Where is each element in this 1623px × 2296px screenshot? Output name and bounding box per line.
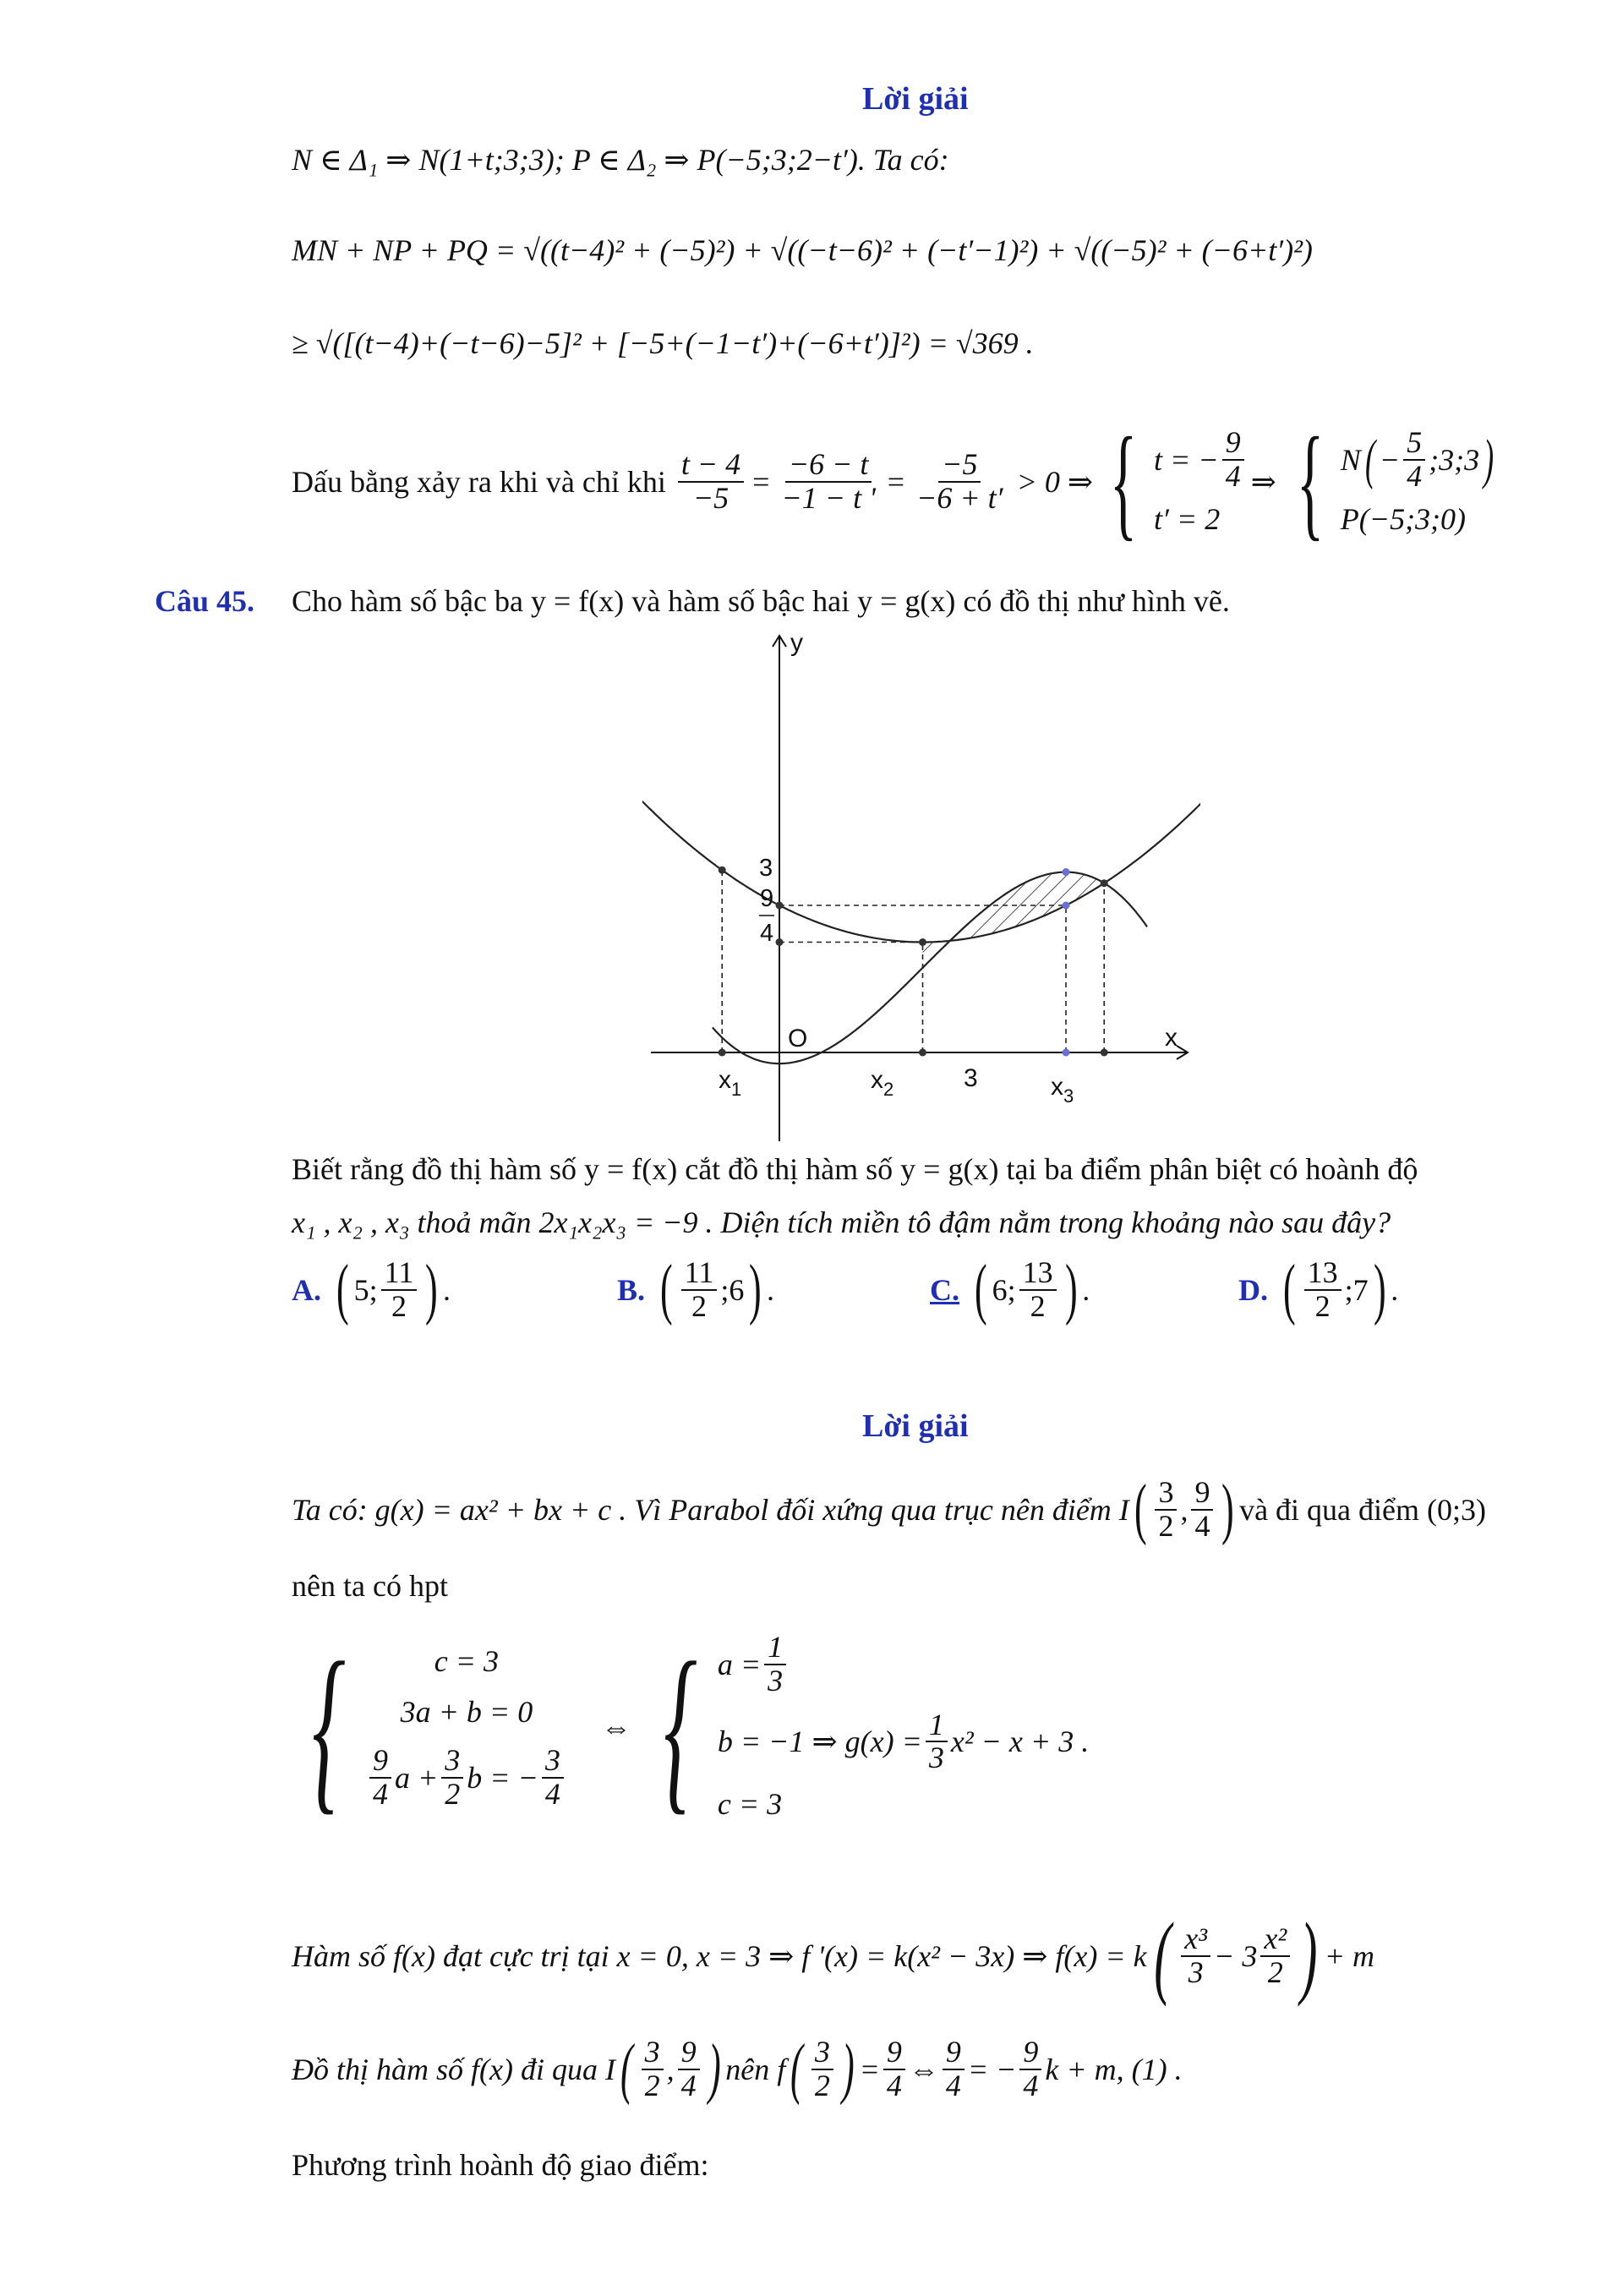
option-num: 11	[681, 1257, 718, 1291]
pass-equiv: ⇔	[908, 2052, 939, 2086]
y-axis-label: y	[790, 629, 803, 657]
sys-a-line-3	[366, 1742, 567, 1811]
x1-name: x	[719, 1066, 731, 1094]
ta-co-suffix: và đi qua điểm (0;3)	[1239, 1492, 1486, 1527]
graph-point	[776, 902, 784, 910]
origin-label: O	[788, 1025, 808, 1052]
point-p: P(−5;3;0)	[1340, 501, 1467, 536]
frac-den: 4	[945, 2068, 961, 2102]
frac-den: 4	[1023, 2068, 1039, 2102]
tick-label-9: 9	[760, 885, 774, 912]
t-prime-value: t′ = 2	[1154, 501, 1221, 536]
frac-num: 3	[441, 1745, 463, 1779]
system-brace: {	[312, 1623, 346, 1830]
solution2-ta-co: Ta có: g(x) = ax² + bx + c . Vì Parabol đối xứng qua trục nên điểm I ( $\frac{3}{2}$ , $\frac{9}{4}$ ) và đi qua điểm (0;3)	[292, 1472, 1486, 1546]
point-n: N ( − $\frac{5}{4}$ ;3;3 )	[1340, 425, 1495, 493]
fx-post: + m	[1324, 1938, 1375, 1973]
graph-point	[719, 866, 726, 874]
frac-den: 2	[814, 2068, 830, 2102]
tick-label-3: 3	[759, 855, 773, 882]
system-brace: {	[1296, 412, 1324, 552]
x2-name: x	[871, 1066, 883, 1094]
ratio-2-den: −1 − t '	[781, 481, 876, 515]
parabola-curve-g	[642, 626, 1200, 943]
point-n-sign: −	[1379, 443, 1401, 477]
option-num: 13	[1304, 1257, 1342, 1291]
x3-name: x	[1051, 1073, 1063, 1101]
pass-eq1: =	[859, 2052, 880, 2086]
x2-sub: 2	[883, 1079, 894, 1100]
option-post: ;6	[720, 1272, 745, 1307]
sys-b-post: x² − x + 3 .	[950, 1725, 1090, 1759]
answer-options	[292, 1251, 1560, 1344]
option-den: 2	[1314, 1288, 1331, 1323]
solution-heading-2: Lời giải	[862, 1408, 969, 1444]
equiv-sign: ⇔	[600, 1709, 631, 1744]
ratio-2-num: −6 − t	[785, 449, 872, 483]
solution1-line3: ≥ √([(t−4)+(−t−6)−5]² + [−5+(−1−t′)+(−6+t′)]²) = √369 .	[292, 326, 1034, 360]
frac-den: 2	[1267, 1954, 1283, 1989]
system-a	[366, 1643, 567, 1811]
pass-eq2: = −	[967, 2052, 1017, 2086]
I-num-1: 3	[1155, 1477, 1177, 1511]
ratio-1	[678, 449, 744, 515]
equation-system	[292, 1623, 1090, 1830]
sys-a-end: b = −	[467, 1760, 538, 1795]
graph-point	[1101, 879, 1108, 887]
frac-den: 3	[1188, 1954, 1204, 1989]
I-num-2: 9	[1191, 1477, 1213, 1511]
frac-num: 3	[642, 2036, 664, 2070]
ratio-1-den: −5	[692, 481, 730, 515]
pass-pre: Đồ thị hàm số f(x) đi qua I	[292, 2052, 615, 2086]
frac-num: 3	[812, 2036, 833, 2070]
frac-den: 4	[544, 1776, 560, 1811]
I-den-2: 4	[1194, 1508, 1210, 1543]
shaded-region	[923, 872, 1105, 968]
frac-den: 2	[644, 2068, 660, 2102]
t-value-prefix: t = −	[1154, 443, 1219, 477]
frac-num: 9	[678, 2036, 700, 2070]
x3-sub: 3	[1063, 1085, 1074, 1107]
option-den: 2	[391, 1288, 407, 1323]
frac-num: 1	[764, 1632, 786, 1665]
graph-point	[719, 1049, 726, 1057]
graph-point	[919, 1049, 926, 1057]
sys-a-line-2: 3a + b = 0	[400, 1694, 533, 1729]
function-graph	[642, 626, 1200, 1150]
question-text: Cho hàm số bậc ba y = f(x) và hàm số bậc hai y = g(x) có đồ thị như hình vẽ.	[292, 584, 1230, 618]
equals-sign: =	[887, 465, 905, 499]
x2-label	[871, 1066, 893, 1100]
option-pre: 6;	[992, 1272, 1016, 1307]
cubic-curve-f	[713, 872, 1147, 1064]
pass-through-line: Đồ thị hàm số f(x) đi qua I ( $\frac{3}{2}$ , $\frac{9}{4}$ ) nên f ( $\frac{3}{2}$ ) = $\frac{9}{4}$ ⇔ $\frac{9}{4}$ = − $\frac{9}{4}$ k + m, (1) .	[292, 2031, 1183, 2106]
frac-den: 4	[886, 2068, 902, 2102]
frac-den: 4	[372, 1776, 388, 1811]
option-label: A.	[292, 1272, 321, 1307]
intersection-equation-text: Phương trình hoành độ giao điểm:	[292, 2148, 709, 2182]
t-value-num: 9	[1222, 427, 1244, 461]
frac-num: 9	[1019, 2036, 1041, 2070]
solution1-line2: MN + NP + PQ = √((t−4)² + (−5)²) + √((−t−6)² + (−t′−1)²) + √((−5)² + (−6+t′)²)	[292, 233, 1313, 267]
frac-den: 4	[680, 2068, 697, 2102]
point-n-name: N	[1340, 443, 1361, 477]
graph-point	[919, 938, 926, 946]
question-paragraph-1: Biết rằng đồ thị hàm số y = f(x) cắt đồ thị hàm số y = g(x) tại ba điểm phân biệt có hoành độ	[292, 1152, 1418, 1186]
ratio-2	[778, 449, 878, 515]
option-num: 11	[381, 1257, 418, 1291]
fx-derivation: Hàm số f(x) đạt cực trị tại x = 0, x = 3 ⇒ f '(x) = k(x² − 3x) ⇒ f(x) = k ( $\frac{\text{x³}}{3}$ − 3 $\frac{\text{x²}}{2}$ ) + m	[292, 1904, 1375, 2007]
ratio-3-den: −6 + t′	[916, 481, 1003, 515]
point-n-post: ;3;3	[1429, 443, 1480, 477]
sys-b-a: a =	[717, 1647, 762, 1681]
frac-num: 9	[943, 2036, 965, 2070]
system-b	[718, 1632, 1089, 1822]
question-label: Câu 45.	[155, 584, 255, 618]
t-value	[1154, 427, 1248, 493]
option-a[interactable]: A. ( 5; $\frac{11}{2}$ ) .	[292, 1252, 451, 1326]
ratio-3-num: −5	[938, 449, 981, 483]
option-label: C.	[930, 1272, 959, 1307]
sys-b-line-3: c = 3	[717, 1787, 783, 1822]
system-brace: {	[1109, 412, 1138, 552]
x3-label	[1051, 1073, 1074, 1107]
graph-point	[1063, 1049, 1070, 1057]
I-den-1: 2	[1158, 1508, 1174, 1543]
fx-mid: − 3	[1214, 1938, 1258, 1973]
option-b[interactable]: B. ( $\frac{11}{2}$ ;6 ) .	[617, 1252, 774, 1326]
question-paragraph-2: x₁ , x₂ , x₃ thoả mãn 2x₁x₂x₃ = −9 . Diện tích miền tô đậm nằm trong khoảng nào sau đây?	[292, 1205, 1391, 1239]
system-brace: {	[664, 1623, 697, 1830]
option-d[interactable]: D. ( $\frac{13}{2}$ ;7 ) .	[1238, 1252, 1399, 1326]
sys-a-mid: a +	[394, 1760, 439, 1795]
option-num: 13	[1019, 1257, 1057, 1291]
hpt-text: nên ta có hpt	[292, 1569, 448, 1603]
sys-b-line-1	[718, 1632, 1089, 1697]
ta-co-text: Ta có: g(x) = ax² + bx + c . Vì Parabol đối xứng qua trục nên điểm I	[292, 1492, 1129, 1527]
frac-den: 3	[768, 1663, 784, 1697]
frac-num: 1	[926, 1709, 948, 1743]
tick-label-x3-value: 3	[964, 1064, 978, 1092]
option-den: 2	[1030, 1288, 1046, 1323]
option-post: ;7	[1344, 1272, 1369, 1307]
sys-b-b: b = −1 ⇒ g(x) =	[717, 1725, 922, 1759]
equality-condition-text: Dấu bằng xảy ra khi và chỉ khi	[292, 465, 666, 499]
frac-den: 3	[928, 1741, 944, 1775]
sys-b-line-2	[718, 1709, 1089, 1775]
option-label: B.	[617, 1272, 646, 1307]
frac-num: x²	[1260, 1923, 1290, 1957]
option-c[interactable]: C. ( 6; $\frac{13}{2}$ ) .	[930, 1252, 1090, 1326]
graph-point	[776, 938, 784, 946]
option-pre: 5;	[353, 1272, 378, 1307]
ratio-3	[913, 449, 1006, 515]
fx-pre: Hàm số f(x) đạt cực trị tại x = 0, x = 3 ⇒ f '(x) = k(x² − 3x) ⇒ f(x) = k	[292, 1938, 1147, 1973]
equals-sign: =	[752, 465, 770, 499]
solution1-line1: N ∈ Δ₁ ⇒ N(1+t;3;3); P ∈ Δ₂ ⇒ P(−5;3;2−t′). Ta có:	[292, 143, 949, 177]
greater-than-zero: > 0 ⇒	[1016, 465, 1094, 499]
x1-label	[719, 1066, 741, 1100]
x1-sub: 1	[731, 1079, 742, 1100]
frac-num: x³	[1181, 1923, 1210, 1957]
frac-num: 9	[369, 1745, 391, 1779]
option-label: D.	[1238, 1272, 1268, 1307]
frac-den: 2	[445, 1776, 461, 1811]
x-axis-label: x	[1165, 1024, 1178, 1052]
graph-point	[1101, 1049, 1108, 1057]
solution1-line4	[292, 412, 1498, 552]
solution-heading-1: Lời giải	[862, 81, 969, 117]
graph-point	[1063, 868, 1070, 876]
t-system	[1154, 427, 1248, 537]
option-den: 2	[691, 1288, 707, 1323]
tick-label-4: 4	[760, 920, 774, 947]
np-system	[1341, 427, 1498, 537]
pass-mid: nên f	[725, 2052, 786, 2086]
t-value-den: 4	[1225, 459, 1241, 493]
graph-point	[1063, 902, 1070, 910]
ratio-1-num: t − 4	[678, 449, 744, 483]
implies-arrow: ⇒	[1250, 465, 1276, 499]
frac-num: 9	[883, 2036, 905, 2070]
frac-num: 3	[542, 1745, 564, 1779]
point-n-den: 4	[1407, 459, 1423, 493]
sys-a-line-1: c = 3	[434, 1643, 500, 1678]
point-n-num: 5	[1403, 427, 1425, 461]
pass-end: k + m, (1) .	[1045, 2052, 1183, 2086]
